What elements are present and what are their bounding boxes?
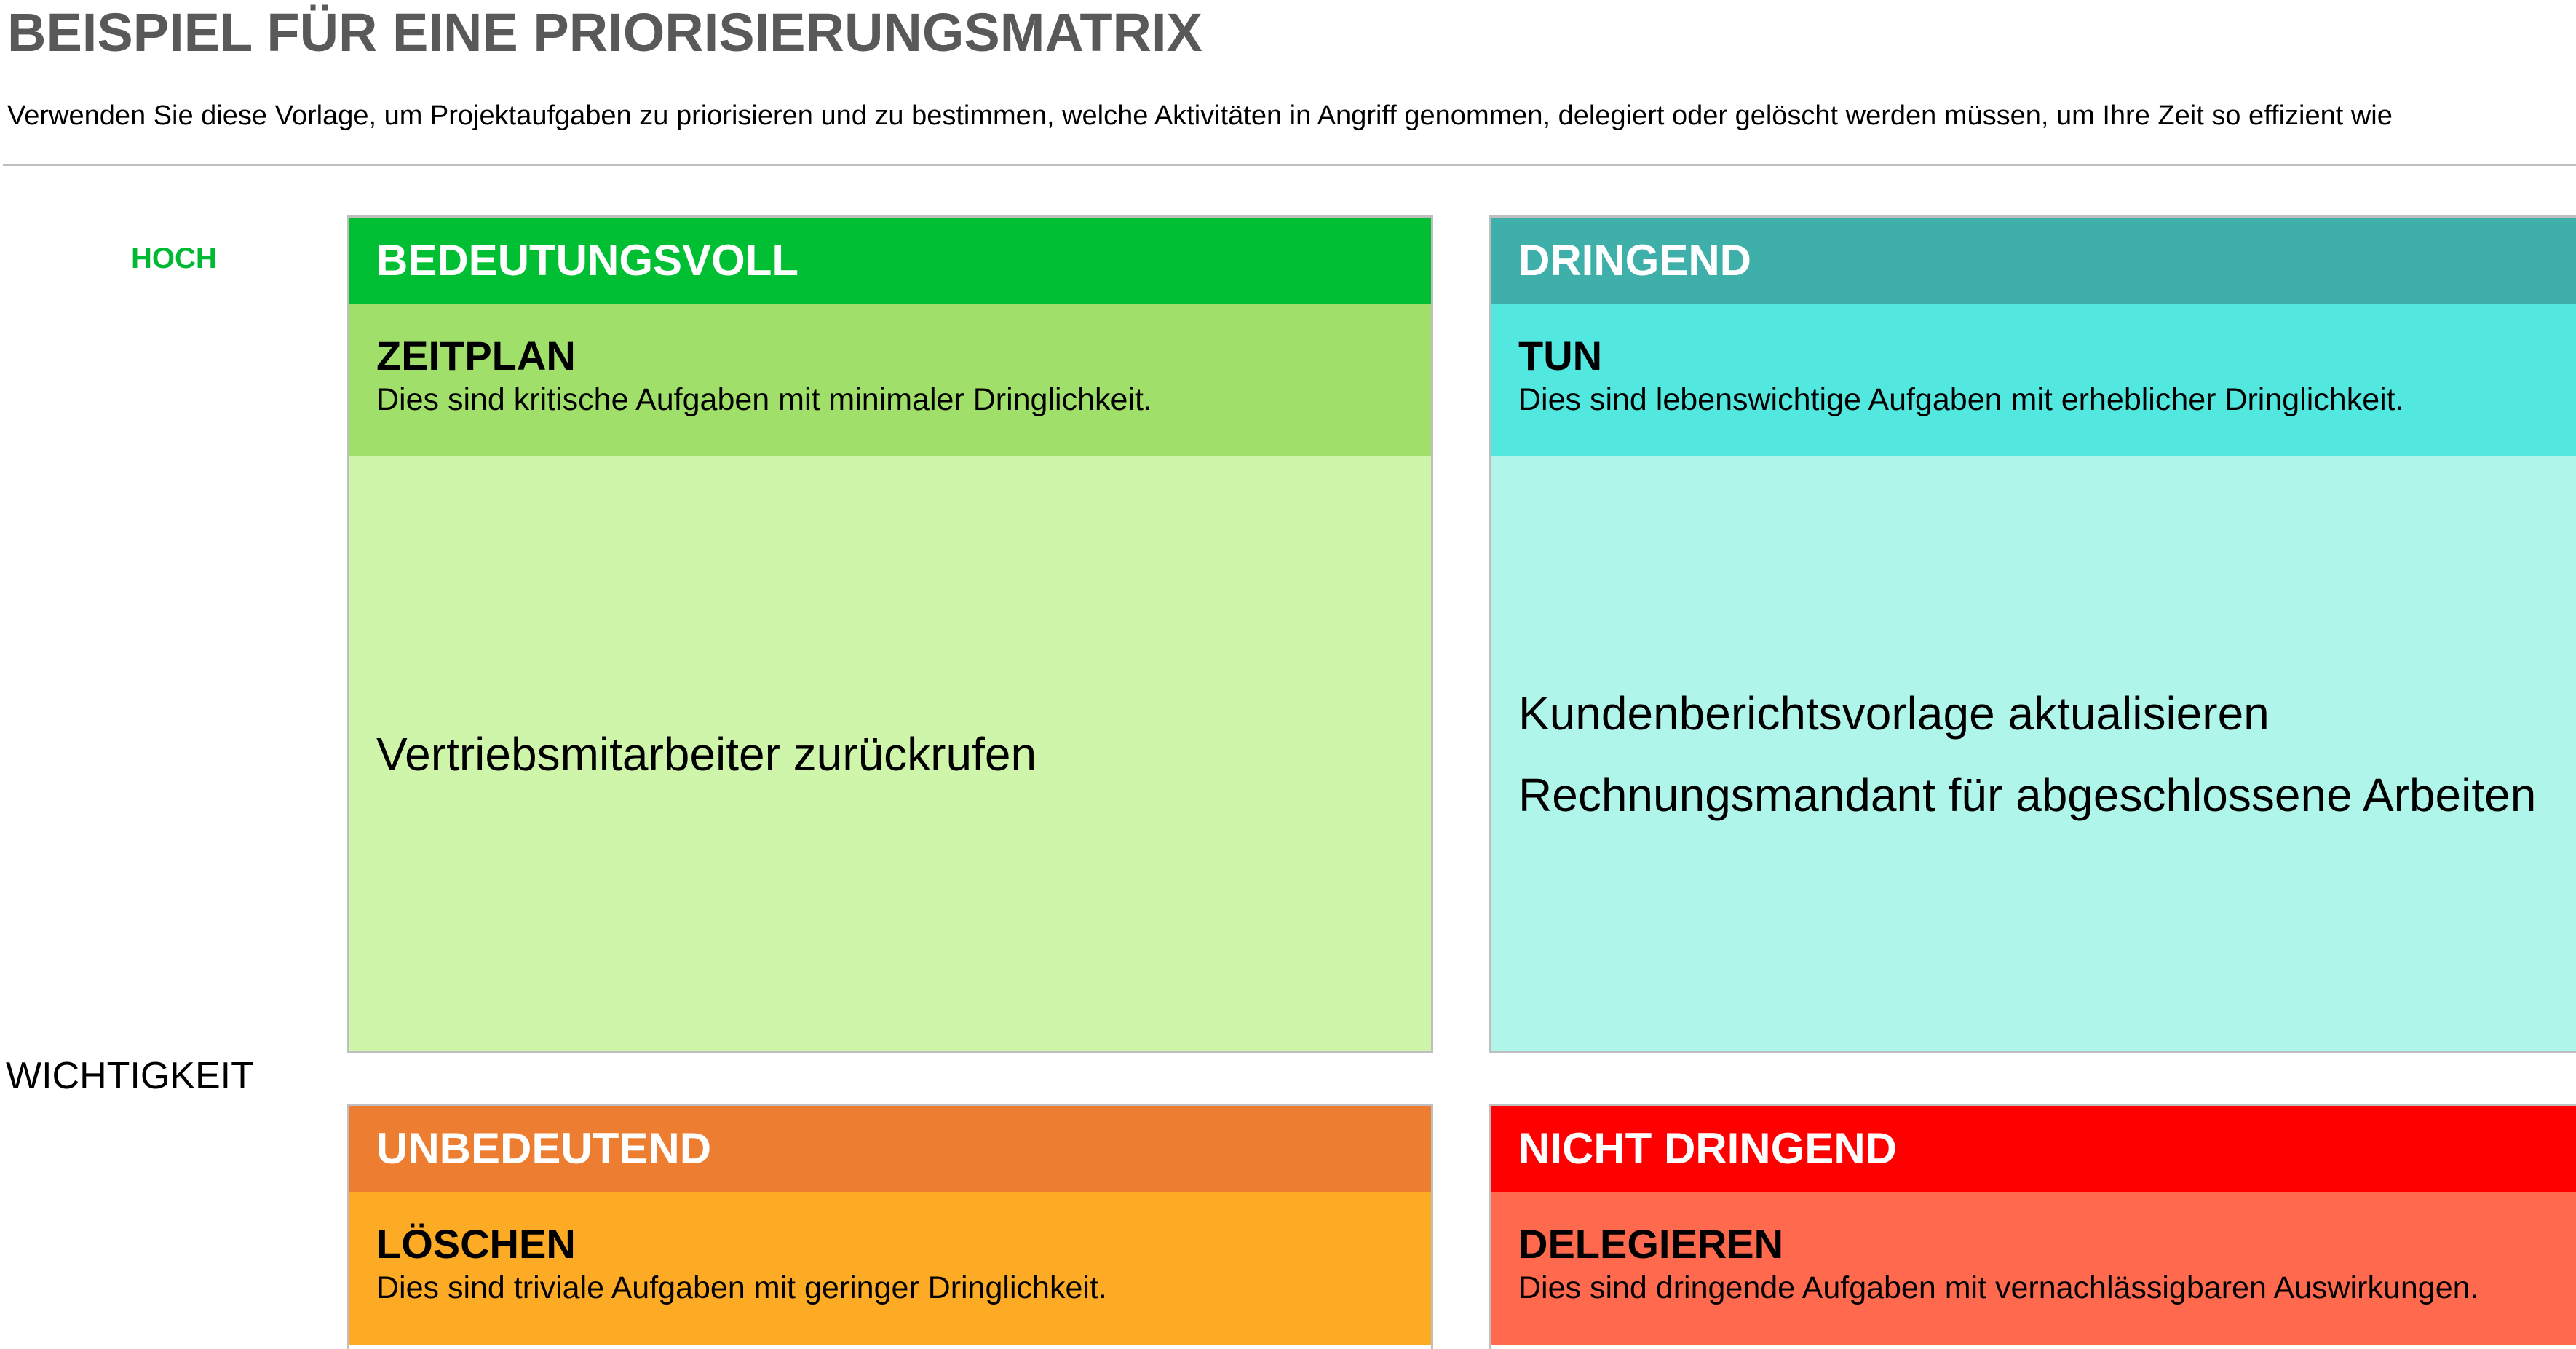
quadrant-action-title: DELEGIEREN bbox=[1518, 1221, 1784, 1267]
quadrant-action-section bbox=[349, 1192, 1431, 1345]
quadrant-action-description: Dies sind dringende Aufgaben mit vernachlässigbaren Auswirkungen. bbox=[1518, 1270, 2479, 1305]
quadrant-not-urgent bbox=[1489, 1104, 2576, 1349]
quadrant-unimportant bbox=[347, 1104, 1433, 1349]
quadrant-task-area[interactable] bbox=[349, 456, 1431, 1051]
quadrant-action-title: TUN bbox=[1518, 333, 1603, 379]
quadrant-action-title: LÖSCHEN bbox=[376, 1221, 576, 1267]
task-item[interactable]: Rechnungsmandant für abgeschlossene Arbeiten bbox=[1518, 768, 2537, 821]
quadrant-header: NICHT DRINGEND bbox=[1491, 1106, 2576, 1192]
task-item[interactable]: Kundenberichtsvorlage aktualisieren bbox=[1518, 687, 2270, 740]
page-title: BEISPIEL FÜR EINE PRIORISIERUNGSMATRIX bbox=[7, 2, 1202, 63]
quadrant-action-title: ZEITPLAN bbox=[376, 333, 576, 379]
quadrant-action-description: Dies sind lebenswichtige Aufgaben mit erheblicher Dringlichkeit. bbox=[1518, 382, 2404, 417]
quadrant-action-description: Dies sind kritische Aufgaben mit minimaler Dringlichkeit. bbox=[376, 382, 1152, 417]
quadrant-urgent bbox=[1489, 215, 2576, 1053]
axis-importance-label: WICHTIGKEIT bbox=[6, 1055, 254, 1097]
quadrant-action-section bbox=[1491, 1192, 2576, 1345]
quadrant-action-section bbox=[1491, 304, 2576, 456]
axis-high-label: HOCH bbox=[131, 242, 217, 274]
quadrant-task-area[interactable] bbox=[1491, 456, 2576, 1051]
quadrant-action-description: Dies sind triviale Aufgaben mit geringer Dringlichkeit. bbox=[376, 1270, 1107, 1305]
quadrant-important bbox=[347, 215, 1433, 1053]
quadrant-header: UNBEDEUTEND bbox=[349, 1106, 1431, 1192]
quadrant-action-section bbox=[349, 304, 1431, 456]
quadrant-header: BEDEUTUNGSVOLL bbox=[349, 218, 1431, 304]
task-item[interactable]: Vertriebsmitarbeiter zurückrufen bbox=[376, 727, 1037, 780]
page-subtitle: Verwenden Sie diese Vorlage, um Projektaufgaben zu priorisieren und zu bestimmen, welche Aktivitäten in Angriff genommen, delegiert oder gelöscht werden müssen, um Ihre Zeit so effizient wie bbox=[7, 100, 2393, 131]
quadrant-header: DRINGEND bbox=[1491, 218, 2576, 304]
header-divider bbox=[3, 164, 2576, 166]
